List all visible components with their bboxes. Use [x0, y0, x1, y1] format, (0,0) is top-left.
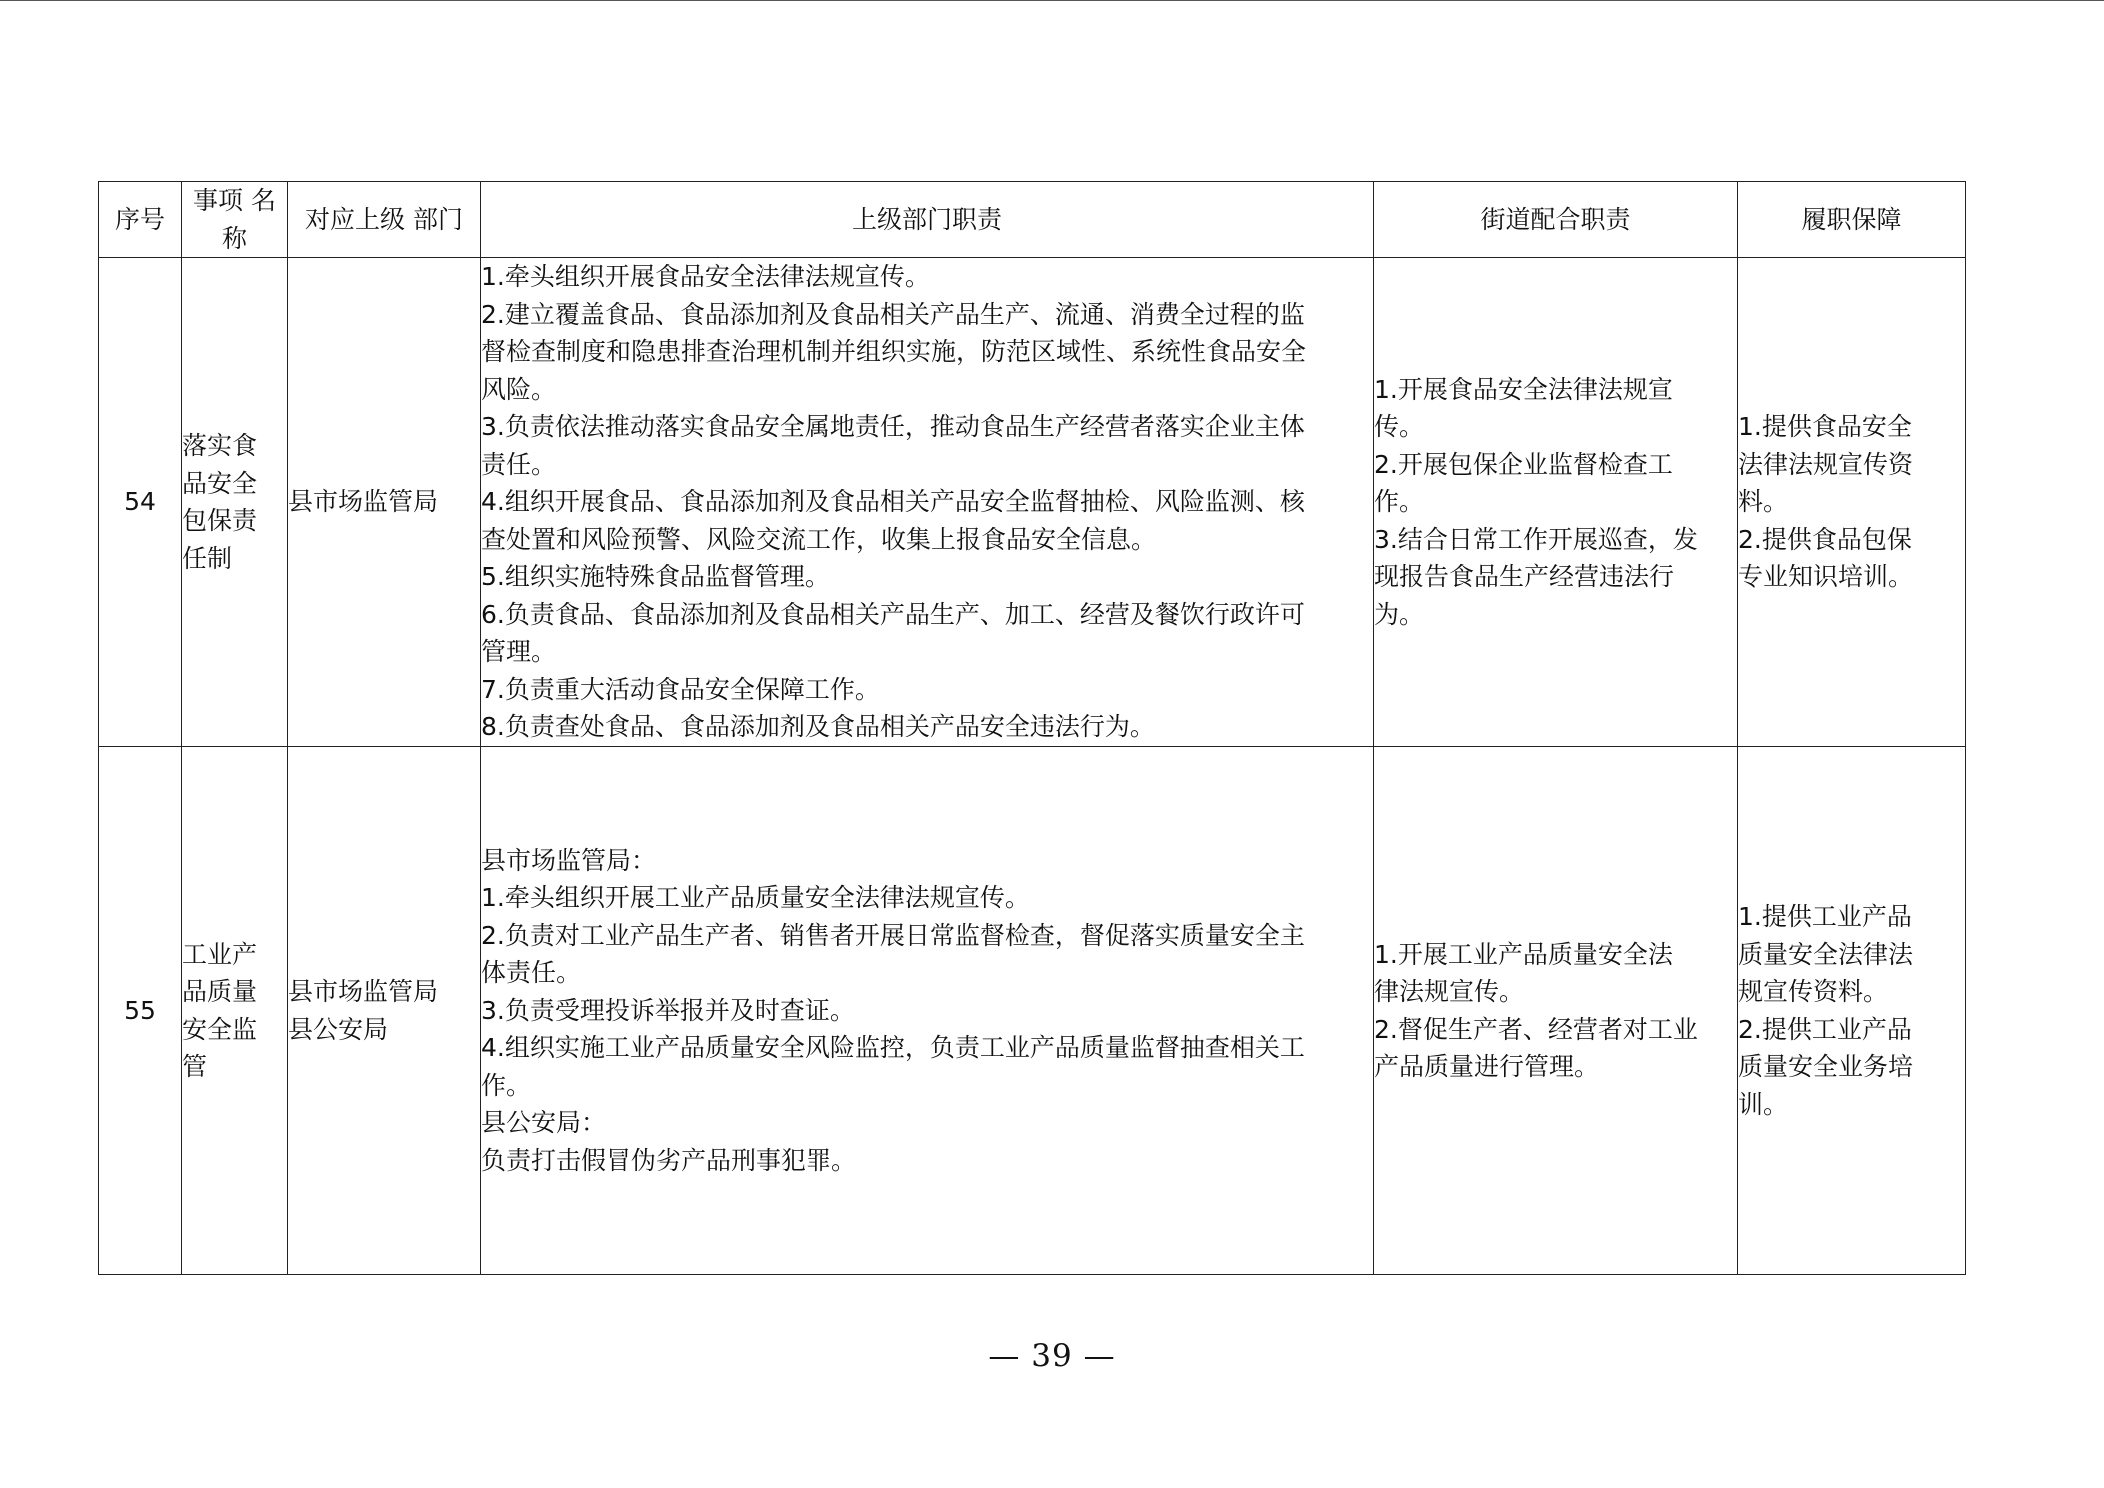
- item-name-cell: [182, 747, 288, 1275]
- item-name-line: 安全监: [182, 1014, 258, 1044]
- header-no-label: 序号: [114, 204, 165, 234]
- superior-duties-cell: [481, 747, 1374, 1275]
- duty-line: 1.牵头组织开展食品安全法律法规宣传。: [481, 262, 930, 292]
- header-guarantee: [1738, 182, 1966, 258]
- duty-line: 县市场监管局：: [481, 845, 657, 875]
- item-name-line: 包保责: [182, 506, 258, 535]
- duty-table: [98, 181, 1966, 1275]
- header-item-name: [182, 182, 288, 258]
- duty-line: 7.负责重大活动食品安全保障工作。: [481, 674, 880, 704]
- guarantee-line: 1.提供食品安全: [1738, 412, 1912, 442]
- duty-line: 8.负责查处食品、食品添加剂及食品相关产品安全违法行为。: [481, 712, 1155, 742]
- guarantee-line: 2.提供工业产品: [1738, 1014, 1912, 1044]
- street-duty-line: 传。: [1374, 412, 1425, 442]
- header-item-name-line: 名称: [221, 186, 276, 253]
- guarantee-line: 料。: [1738, 487, 1789, 517]
- row-number: 55: [124, 995, 156, 1025]
- street-duties-cell: [1374, 258, 1738, 747]
- street-duty-line: 现报告食品生产经营违法行: [1374, 562, 1675, 592]
- row-number: 54: [124, 487, 156, 517]
- table-row: [99, 258, 1966, 747]
- duty-line: 2.建立覆盖食品、食品添加剂及食品相关产品生产、流通、消费全过程的监: [481, 299, 1305, 329]
- item-name-line: 落实食: [182, 431, 258, 460]
- superior-dept-cell: [288, 747, 481, 1275]
- duty-line: 县公安局：: [481, 1108, 607, 1138]
- guarantee-line: 法律法规宣传资: [1738, 449, 1914, 479]
- duty-line: 体责任。: [481, 958, 582, 988]
- duty-line: 风险。: [481, 374, 557, 404]
- header-superior-dept-line: 部门: [412, 204, 463, 234]
- street-duty-line: 2.开展包保企业监督检查工: [1374, 449, 1673, 479]
- header-street-duties: [1374, 182, 1738, 258]
- row-number-cell: [99, 258, 182, 747]
- guarantee-line: 1.提供工业产品: [1738, 902, 1912, 931]
- table-row: [99, 747, 1966, 1275]
- duty-line: 管理。: [481, 637, 557, 667]
- header-street-duties-label: 街道配合职责: [1480, 204, 1631, 234]
- item-name-line: 工业产: [182, 939, 258, 969]
- top-border-rule: [0, 0, 2104, 1]
- guarantee-line: 训。: [1738, 1089, 1789, 1119]
- guarantee-cell: [1738, 747, 1966, 1275]
- duty-line: 5.组织实施特殊食品监督管理。: [481, 562, 830, 592]
- duty-line: 3.负责依法推动落实食品安全属地责任，推动食品生产经营者落实企业主体: [481, 412, 1305, 442]
- header-guarantee-label: 履职保障: [1801, 204, 1902, 234]
- table-header-row: [99, 182, 1966, 258]
- duty-line: 责任。: [481, 449, 557, 479]
- superior-dept-line: 县市场监管局: [288, 977, 439, 1006]
- header-superior-dept-line: 对应上级: [305, 204, 406, 234]
- duty-line: 负责打击假冒伪劣产品刑事犯罪。: [481, 1145, 857, 1175]
- street-duty-line: 3.结合日常工作开展巡查，发: [1374, 524, 1698, 554]
- item-name-line: 品安全: [182, 468, 258, 498]
- street-duties-cell: [1374, 747, 1738, 1275]
- duty-line: 督检查制度和隐患排查治理机制并组织实施，防范区域性、系统性食品安全: [481, 337, 1307, 367]
- street-duty-line: 1.开展食品安全法律法规宣: [1374, 374, 1673, 404]
- duty-line: 1.牵头组织开展工业产品质量安全法律法规宣传。: [481, 883, 1030, 913]
- duty-line: 查处置和风险预警、风险交流工作，收集上报食品安全信息。: [481, 524, 1157, 554]
- guarantee-line: 规宣传资料。: [1738, 977, 1889, 1006]
- header-no: [99, 182, 182, 258]
- superior-dept-line: 县公安局: [288, 1014, 389, 1044]
- guarantee-line: 质量安全业务培: [1738, 1052, 1914, 1081]
- street-duty-line: 1.开展工业产品质量安全法: [1374, 939, 1673, 969]
- item-name-cell: [182, 258, 288, 747]
- superior-dept-cell: [288, 258, 481, 747]
- item-name-line: 管: [182, 1052, 208, 1081]
- header-superior-duties-label: 上级部门职责: [851, 204, 1002, 234]
- page-number: — 39 —: [988, 1338, 1116, 1374]
- street-duty-line: 为。: [1374, 599, 1425, 629]
- item-name-line: 品质量: [182, 977, 258, 1006]
- guarantee-line: 质量安全法律法: [1738, 939, 1914, 969]
- item-name-line: 任制: [182, 543, 233, 573]
- guarantee-line: 专业知识培训。: [1738, 562, 1914, 592]
- street-duty-line: 产品质量进行管理。: [1374, 1052, 1600, 1081]
- superior-dept-line: 县市场监管局: [288, 487, 439, 517]
- street-duty-line: 律法规宣传。: [1374, 977, 1525, 1006]
- header-superior-duties: [481, 182, 1374, 258]
- duty-line: 3.负责受理投诉举报并及时查证。: [481, 995, 855, 1025]
- duty-line: 4.组织开展食品、食品添加剂及食品相关产品安全监督抽检、风险监测、核: [481, 487, 1305, 517]
- guarantee-line: 2.提供食品包保: [1738, 524, 1912, 554]
- header-item-name-line: 事项: [193, 186, 244, 215]
- duty-line: 2.负责对工业产品生产者、销售者开展日常监督检查，督促落实质量安全主: [481, 920, 1305, 950]
- street-duty-line: 作。: [1374, 487, 1425, 517]
- row-number-cell: [99, 747, 182, 1275]
- duty-line: 作。: [481, 1070, 532, 1100]
- guarantee-cell: [1738, 258, 1966, 747]
- duty-line: 6.负责食品、食品添加剂及食品相关产品生产、加工、经营及餐饮行政许可: [481, 599, 1305, 629]
- street-duty-line: 2.督促生产者、经营者对工业: [1374, 1014, 1698, 1044]
- superior-duties-cell: [481, 258, 1374, 747]
- duty-line: 4.组织实施工业产品质量安全风险监控，负责工业产品质量监督抽查相关工: [481, 1033, 1305, 1063]
- header-superior-dept: [288, 182, 481, 258]
